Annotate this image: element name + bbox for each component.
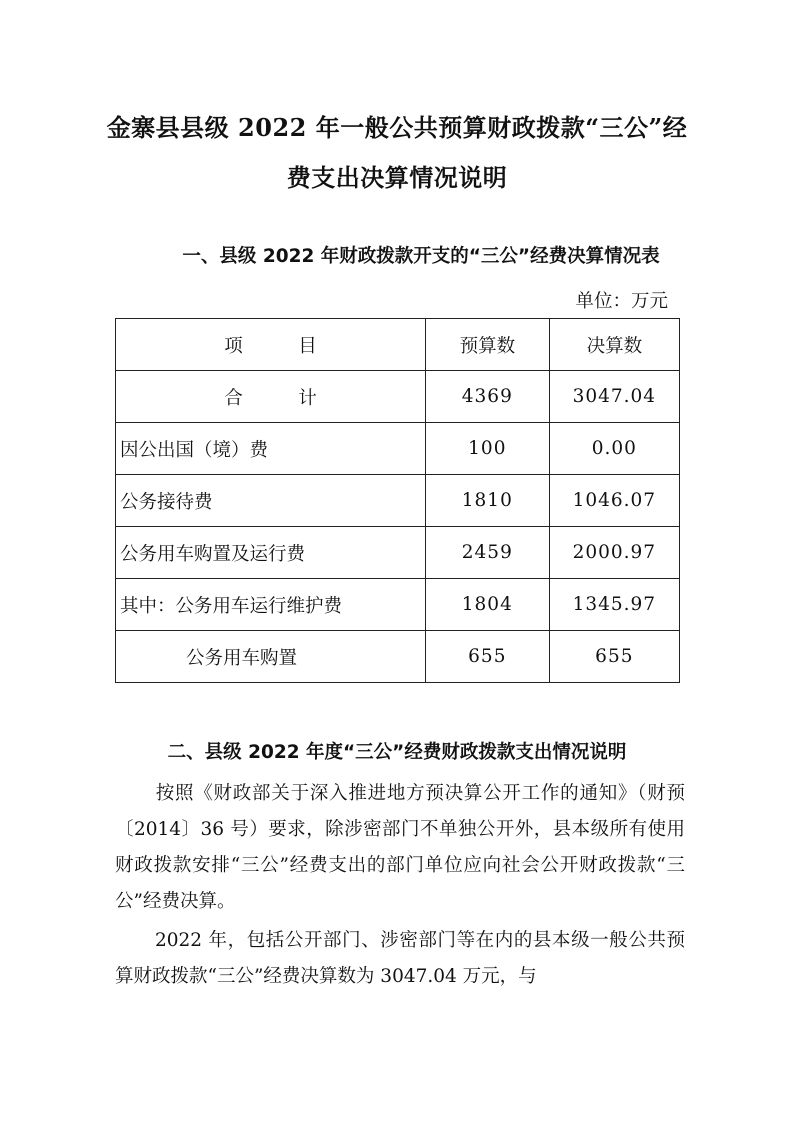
table-row [116, 475, 680, 527]
section2-heading: 二、县级 2022 年度“三公”经费财政拨款支出情况说明 [167, 742, 627, 763]
table-row [116, 631, 680, 683]
table-row [116, 527, 680, 579]
row-actual: 2000.97 [549, 527, 679, 579]
paragraph-2-text: 2022 年，包括公开部门、涉密部门等在内的县本级一般公共预算财政拨款“三公”经费决算数为 3047.04 万元，与 [115, 930, 685, 987]
unit-label: 单位：万元 [575, 291, 668, 312]
header-item: 项 目 [116, 319, 426, 371]
document-title-line2: 费支出决算情况说明 [286, 163, 508, 192]
row-budget: 655 [425, 631, 549, 683]
table-row [116, 579, 680, 631]
section1-heading: 一、县级 2022 年财政拨款开支的“三公”经费决算情况表 [182, 246, 660, 267]
row-budget: 100 [425, 423, 549, 475]
table-row [116, 423, 680, 475]
document-title-line1: 金寨县县级 2022 年一般公共预算财政拨款“三公”经 [106, 113, 688, 142]
row-budget: 1810 [425, 475, 549, 527]
row-item: 公务用车购置 [116, 631, 426, 683]
row-actual: 0.00 [549, 423, 679, 475]
row-budget: 1804 [425, 579, 549, 631]
row-item: 其中：公务用车运行维护费 [116, 579, 426, 631]
row-actual: 3047.04 [549, 371, 679, 423]
row-budget: 4369 [425, 371, 549, 423]
paragraph-1 [115, 776, 685, 920]
row-item: 公务用车购置及运行费 [116, 527, 426, 579]
paragraph-1-text: 按照《财政部关于深入推进地方预决算公开工作的通知》（财预〔2014〕36 号）要求，除涉密部门不单独公开外，县本级所有使用财政拨款安排“三公”经费支出的部门单位应向社会公开财政拨款“三公”经费决算。 [115, 783, 685, 912]
row-item: 因公出国（境）费 [116, 423, 426, 475]
table-header-row [116, 319, 680, 371]
row-actual: 1046.07 [549, 475, 679, 527]
header-actual: 决算数 [549, 319, 679, 371]
row-actual: 655 [549, 631, 679, 683]
row-budget: 2459 [425, 527, 549, 579]
row-actual: 1345.97 [549, 579, 679, 631]
paragraph-2 [115, 923, 685, 995]
row-item: 公务接待费 [116, 475, 426, 527]
row-item: 合 计 [116, 371, 426, 423]
header-budget: 预算数 [425, 319, 549, 371]
expense-table [115, 318, 680, 683]
table-row-total [116, 371, 680, 423]
